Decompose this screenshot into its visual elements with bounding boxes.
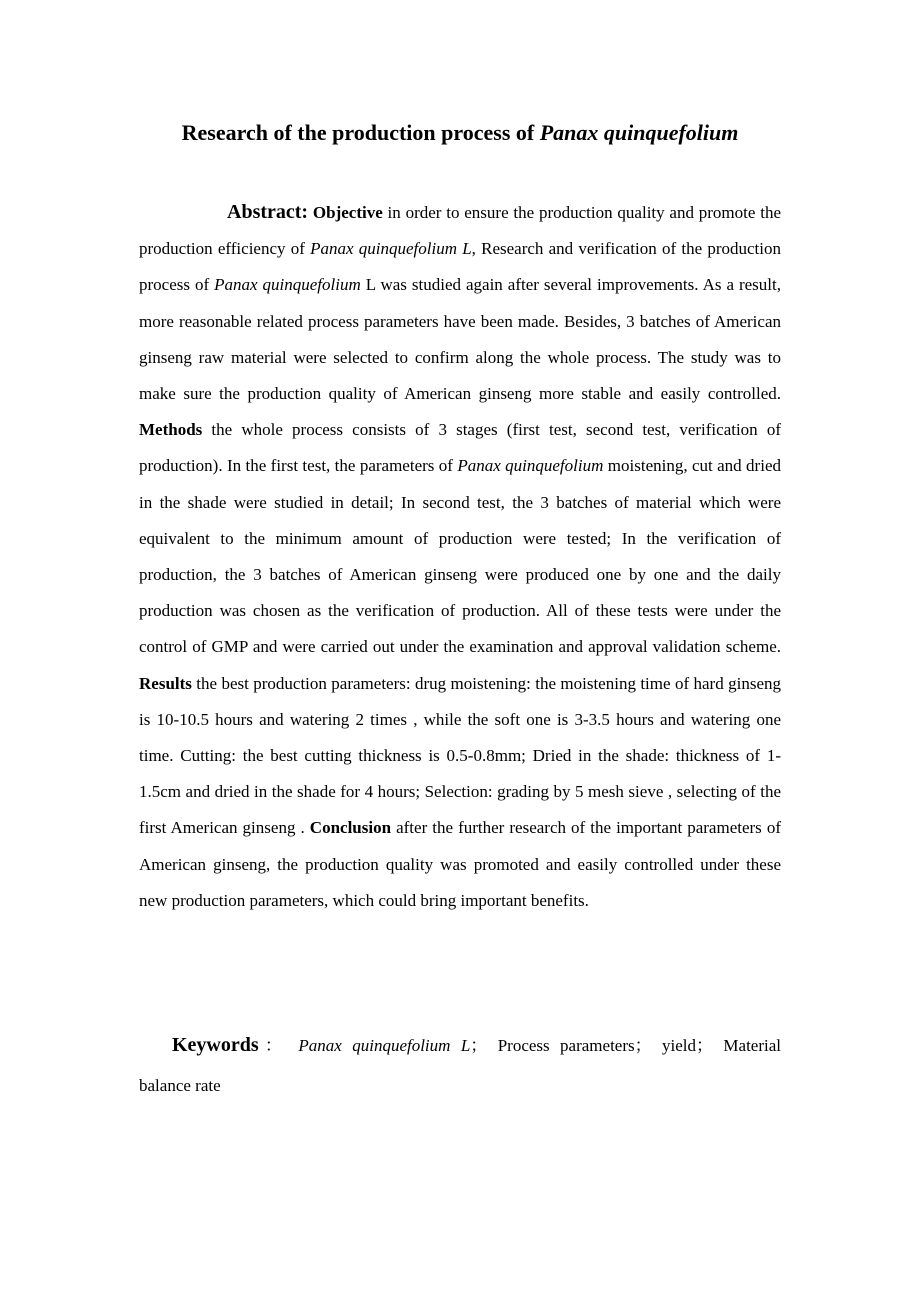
- abstract-paragraph: [139, 194, 781, 919]
- keyword-3: Material balance rate: [139, 1036, 782, 1095]
- keyword-separator: ；: [696, 1036, 714, 1055]
- keywords-paragraph: [139, 1025, 781, 1106]
- species-name-1: Panax quinquefolium L: [310, 239, 472, 259]
- abstract-text-5: moistening, cut and dried in the shade were studied in detail; In second test, the 3 batches of material which were equivalent to the minimum amount of production were tested; In the verification of production, the 3 batches of American ginseng were produced one by one and the daily production was chosen as the verification of production. All of these tests were under the control of GMP and were carried out under the examination and approval validation scheme.: [139, 456, 781, 657]
- keywords-label: Keywords: [172, 1034, 259, 1056]
- species-name-3: Panax quinquefolium: [457, 456, 604, 476]
- abstract-label: Abstract:: [227, 201, 309, 223]
- keyword-1: Process parameters: [497, 1036, 635, 1055]
- abstract-text-4: the whole process consists of 3 stages (first test, second test, verification of production). In the first test, the parameters of: [139, 420, 781, 476]
- abstract-text-1: in order to ensure the production quality and promote the production efficiency of: [139, 203, 781, 259]
- objective-label: Objective: [312, 203, 383, 222]
- keyword-separator: ；: [470, 1036, 488, 1055]
- keyword-separator: ；: [634, 1036, 652, 1055]
- conclusion-label: Conclusion: [309, 818, 392, 838]
- abstract-text-2: , Research and verification of the production process of: [139, 239, 781, 295]
- abstract-text-7: after the further research of the important parameters of American ginseng, the production quality was promoted and easily controlled under these new production parameters, which could bring important benefits.: [139, 818, 781, 910]
- keyword-2: yield: [662, 1036, 697, 1055]
- results-label: Results: [139, 673, 192, 693]
- abstract-text-6: the best production parameters: drug moistening: the moistening time of hard ginseng is 10-10.5 hours and watering 2 times , while the soft one is 3-3.5 hours and watering one time. Cutting: the best cutting thickness is 0.5-0.8mm; Dried in the shade: thickness of 1-1.5cm and dried in the shade for 4 hours; Selection: grading by 5 mesh sieve , selecting of the first American ginseng .: [139, 673, 781, 838]
- title-text: Research of the production process of: [181, 120, 540, 145]
- title-species: Panax quinquefolium: [539, 120, 739, 145]
- document-title: [0, 120, 920, 146]
- abstract-text-3: L was studied again after several improvements. As a result, more reasonable related process parameters have been made. Besides, 3 batches of American ginseng raw material were selected to confirm along the whole process. The study was to make sure the production quality of American ginseng more stable and easily controlled.: [139, 275, 781, 404]
- species-name-2: Panax quinquefolium: [214, 275, 361, 295]
- keywords-colon: ：: [258, 1036, 288, 1055]
- keyword-species: Panax quinquefolium L: [298, 1036, 471, 1055]
- methods-label: Methods: [139, 420, 203, 440]
